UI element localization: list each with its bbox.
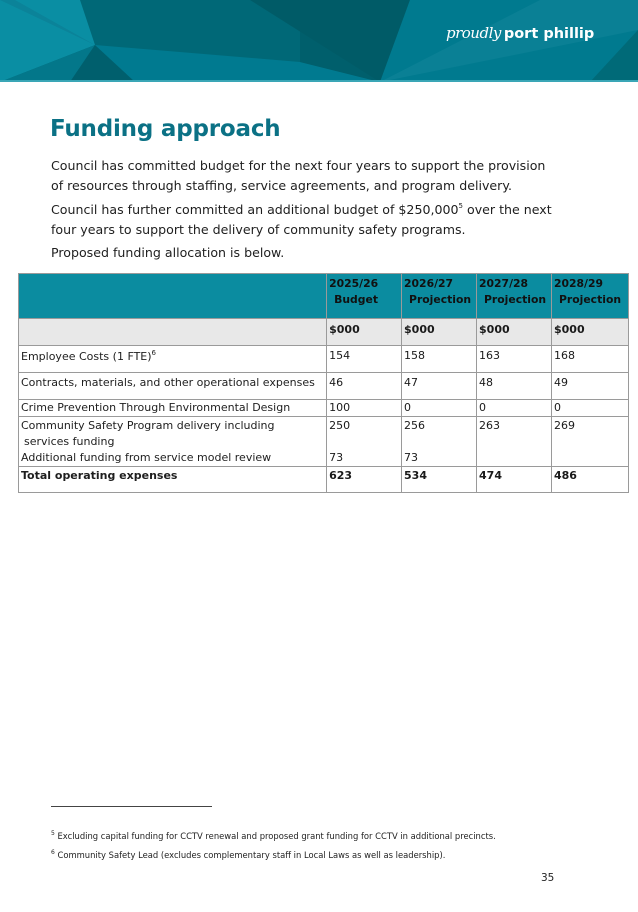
row-label: Employee Costs (1 FTE)$^6$ xyxy=(19,346,327,373)
value-cell: 263 xyxy=(477,417,552,467)
value-cell: 163 xyxy=(477,346,552,373)
sub-value: 73 xyxy=(329,451,344,464)
value-cell: 158 xyxy=(402,346,477,373)
intro-text-before: Council has committed budget for the next four years to support the provision of resources through staffing, service agreements, and program delivery. Council has further committed an additional budget of $250,000 xyxy=(51,158,546,217)
units-cell xyxy=(19,319,327,346)
total-value: 486 xyxy=(552,467,629,493)
page-number: 35 xyxy=(541,872,555,884)
header-cell-2028-29: 2028/29 Projection xyxy=(552,274,629,319)
table-row-community-safety xyxy=(19,417,629,467)
total-value: 474 xyxy=(477,467,552,493)
row-label: Crime Prevention Through Environmental Design xyxy=(19,400,327,417)
value-cell: 0 xyxy=(552,400,629,417)
value-cell: 168 xyxy=(552,346,629,373)
units-cell: $000 xyxy=(402,319,477,346)
sub-row-label: Additional funding from service model review xyxy=(21,451,272,464)
table-row-employee-costs xyxy=(19,346,629,373)
funding-table xyxy=(18,273,629,493)
table-row-total xyxy=(19,467,629,493)
value-cell: 47 xyxy=(402,373,477,400)
header-cell-label xyxy=(19,274,327,319)
value-cell: 0 xyxy=(402,400,477,417)
row-label: Contracts, materials, and other operational expenses xyxy=(19,373,327,400)
value-cell: 269 xyxy=(552,417,629,467)
value-cell: 46 xyxy=(327,373,402,400)
footnote-ref-5[interactable]: 5 xyxy=(458,202,463,210)
footnote-divider xyxy=(51,806,212,807)
footnote-5: $^5$ Excluding capital funding for CCTV renewal and proposed grant funding for CCTV in additional precincts. xyxy=(51,830,496,841)
total-label: Total operating expenses xyxy=(19,467,327,493)
value-cell: 49 xyxy=(552,373,629,400)
footnote-ref-6[interactable]: 6 xyxy=(151,349,157,357)
sub-value: 73 xyxy=(404,451,419,464)
banner-rule xyxy=(0,80,638,82)
logo-brand: port phillip xyxy=(503,26,595,42)
value-cell: 100 xyxy=(327,400,402,417)
header-cell-2027-28: 2027/28 Projection xyxy=(477,274,552,319)
header-cell-2026-27: 2026/27 Projection xyxy=(402,274,477,319)
row-label: Community Safety Program delivery including services funding Additional funding from service model review xyxy=(19,417,327,467)
intro-text-after: over the next four years to support the delivery of community safety programs. xyxy=(51,202,552,237)
intro-paragraph xyxy=(51,156,556,240)
value-cell: 154 xyxy=(327,346,402,373)
units-row xyxy=(19,319,629,346)
table-row-cpted xyxy=(19,400,629,417)
units-cell: $000 xyxy=(327,319,402,346)
value-cell: 250 73 xyxy=(327,417,402,467)
table-row-contracts xyxy=(19,373,629,400)
value-cell: 256 73 xyxy=(402,417,477,467)
table-header-row xyxy=(19,274,629,319)
logo xyxy=(446,23,594,42)
allocation-intro: Proposed funding allocation is below. xyxy=(51,245,285,260)
total-value: 623 xyxy=(327,467,402,493)
value-cell: 0 xyxy=(477,400,552,417)
units-cell: $000 xyxy=(552,319,629,346)
header-cell-2025-26: 2025/26 Budget xyxy=(327,274,402,319)
footnote-6: $^6$ Community Safety Lead (excludes complementary staff in Local Laws as well as leadership). xyxy=(51,849,446,860)
units-cell: $000 xyxy=(477,319,552,346)
total-value: 534 xyxy=(402,467,477,493)
value-cell: 48 xyxy=(477,373,552,400)
header-banner xyxy=(0,0,638,82)
logo-script: proudly xyxy=(446,24,501,42)
page-title: Funding approach xyxy=(50,116,281,142)
